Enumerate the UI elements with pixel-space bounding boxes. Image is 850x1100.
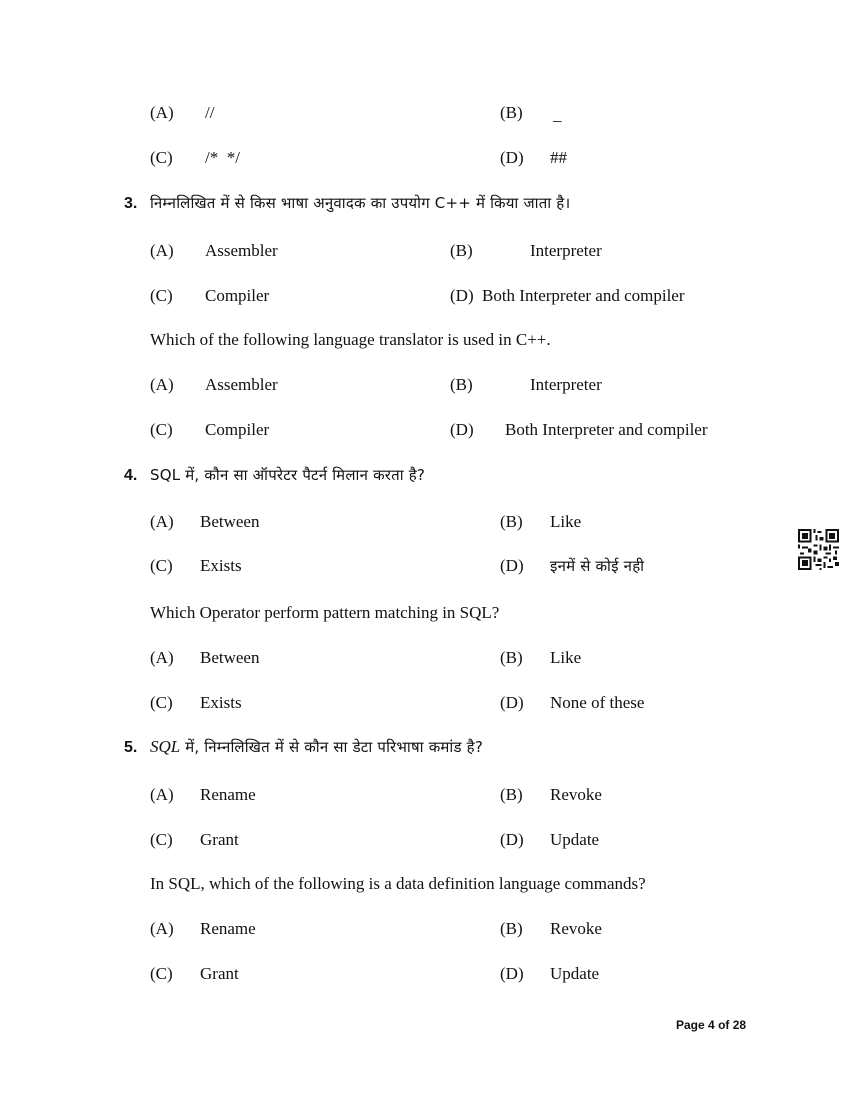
option-letter: (C) [150, 148, 173, 167]
option-letter: (C) [150, 830, 173, 849]
option-text: Between [200, 648, 260, 667]
option-text: // [205, 103, 215, 122]
question-text-hindi: निम्नलिखित में से किस भाषा अनुवादक का उपयोग C++ में किया जाता है। [150, 194, 571, 212]
option-text: Compiler [205, 420, 270, 439]
option-text: Interpreter [530, 241, 602, 260]
question-text-hindi [150, 737, 483, 757]
option-text: Update [550, 964, 600, 983]
option-letter: (C) [150, 286, 173, 305]
option-text: Between [200, 512, 260, 531]
option-letter: (D) [450, 420, 474, 439]
page-footer [676, 1015, 746, 1035]
option-letter: (B) [500, 785, 523, 804]
option-text: Grant [200, 830, 239, 849]
option-text: Both Interpreter and compiler [505, 420, 708, 439]
option-text: Like [550, 512, 582, 531]
option-letter: (B) [500, 648, 523, 667]
option-letter: (A) [150, 785, 174, 804]
option-letter: (A) [150, 103, 174, 122]
option-letter: (C) [150, 556, 173, 575]
option-letter: (D) [500, 693, 524, 712]
page-word: Page [676, 1018, 705, 1032]
question-number: 3. [124, 195, 138, 212]
option-letter: (C) [150, 693, 173, 712]
option-text: /* */ [205, 148, 240, 167]
sql-term: SQL [150, 737, 181, 756]
question-text-english: Which Operator perform pattern matching in SQL? [150, 603, 500, 622]
option-letter: (B) [500, 103, 523, 122]
option-letter: (C) [150, 964, 173, 983]
option-text: इनमें से कोई नही [550, 557, 645, 575]
option-text: Grant [200, 964, 239, 983]
option-text: Compiler [205, 286, 270, 305]
option-text: None of these [550, 693, 645, 712]
option-letter: (B) [500, 919, 523, 938]
option-letter: (D) [450, 286, 474, 305]
option-text: Revoke [550, 919, 602, 938]
option-text: Rename [200, 919, 256, 938]
option-letter: (A) [150, 512, 174, 531]
page-number: 4 [708, 1018, 715, 1032]
option-letter: (C) [150, 420, 173, 439]
question-number: 5. [124, 739, 138, 756]
option-letter: (D) [500, 964, 524, 983]
option-letter: (B) [500, 512, 523, 531]
option-letter: (A) [150, 648, 174, 667]
option-letter: (D) [500, 830, 524, 849]
question-text-english: Which of the following language translator is used in C++. [150, 330, 551, 349]
option-letter: (A) [150, 241, 174, 260]
option-text: Assembler [205, 241, 278, 260]
qr-code-icon [798, 529, 839, 570]
option-text: ## [550, 148, 567, 167]
option-text: Update [550, 830, 600, 849]
question-text-hindi-rest: में, निम्नलिखित में से कौन सा डेटा परिभाषा कमांड है? [180, 738, 483, 756]
option-letter: (D) [500, 148, 524, 167]
option-text: Revoke [550, 785, 602, 804]
option-text: _ [553, 105, 562, 124]
option-letter: (A) [150, 375, 174, 394]
page-total: 28 [732, 1018, 747, 1032]
option-letter: (D) [500, 556, 524, 575]
option-letter: (B) [450, 241, 473, 260]
option-text: Exists [200, 556, 242, 575]
option-text: Interpreter [530, 375, 602, 394]
option-text: Rename [200, 785, 256, 804]
option-letter: (A) [150, 919, 174, 938]
of-word: of [718, 1018, 730, 1032]
option-text: Like [550, 648, 582, 667]
option-letter: (B) [450, 375, 473, 394]
option-text: Both Interpreter and compiler [482, 286, 685, 305]
option-text: Assembler [205, 375, 278, 394]
option-text: Exists [200, 693, 242, 712]
question-number: 4. [124, 467, 138, 484]
question-text-hindi: SQL में, कौन सा ऑपरेटर पैटर्न मिलान करता है? [150, 466, 426, 484]
question-text-english: In SQL, which of the following is a data definition language commands? [150, 874, 646, 893]
